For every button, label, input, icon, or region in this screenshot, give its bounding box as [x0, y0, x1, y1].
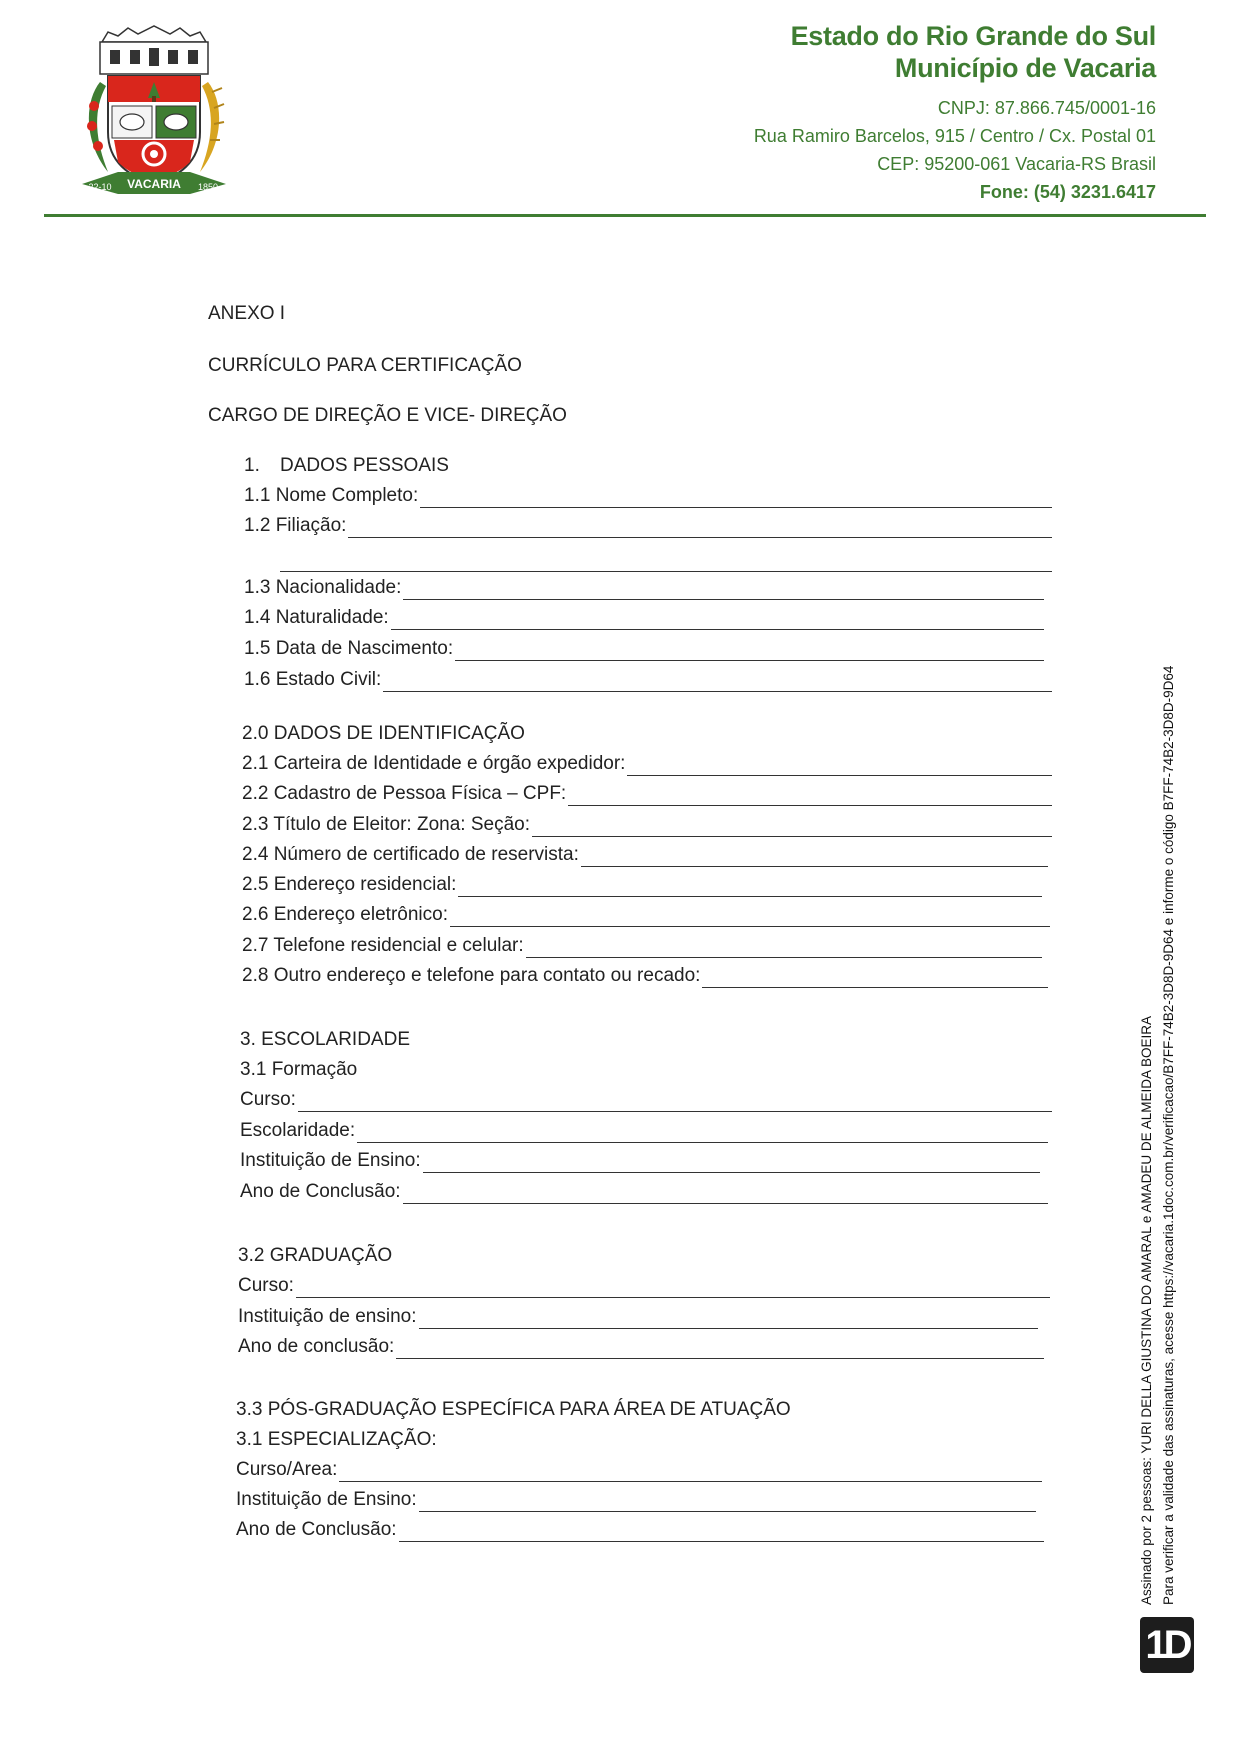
header-divider [44, 214, 1206, 217]
field-label: 2.6 Endereço eletrônico: [242, 904, 448, 925]
field-endereco-eletronico[interactable] [242, 903, 1050, 927]
section2-heading: 2.0 DADOS DE IDENTIFICAÇÃO [242, 723, 525, 744]
field-label: Instituição de Ensino: [240, 1150, 421, 1171]
field-label: 1.5 Data de Nascimento: [244, 638, 454, 659]
section1-heading: DADOS PESSOAIS [280, 455, 449, 476]
1doc-logo-icon: 1D [1140, 1617, 1194, 1673]
fill-line[interactable] [702, 969, 1048, 988]
cep: CEP: 95200-061 Vacaria-RS Brasil [877, 154, 1156, 174]
field-label: Ano de Conclusão: [240, 1181, 401, 1202]
field-label: 2.2 Cadastro de Pessoa Física – CPF: [242, 783, 567, 804]
cnpj: CNPJ: 87.866.745/0001-16 [937, 98, 1156, 118]
fill-line[interactable] [296, 1279, 1050, 1298]
field-label: 1.2 Filiação: [244, 515, 347, 536]
field-label: 1.6 Estado Civil: [244, 669, 382, 690]
fill-line[interactable] [526, 939, 1042, 958]
field-label: 2.8 Outro endereço e telefone para contato ou recado: [242, 965, 701, 986]
field-especializacao-curso[interactable] [236, 1458, 1042, 1482]
field-graduacao-ano[interactable] [238, 1335, 1044, 1359]
state-name: Estado do Rio Grande do Sul [790, 21, 1156, 51]
field-formacao-ano[interactable] [240, 1180, 1048, 1204]
fill-line[interactable] [399, 1523, 1044, 1542]
field-identidade[interactable] [242, 752, 1052, 776]
field-label: 2.3 Título de Eleitor: Zona: Seção: [242, 814, 530, 835]
field-especializacao-ano[interactable] [236, 1518, 1044, 1542]
field-especializacao-instituicao[interactable] [236, 1488, 1036, 1512]
fill-line[interactable] [419, 1310, 1038, 1329]
field-reservista[interactable] [242, 843, 1048, 867]
field-label: 1.3 Nacionalidade: [244, 577, 402, 598]
field-label: Instituição de ensino: [238, 1306, 417, 1327]
field-label: Ano de Conclusão: [236, 1519, 397, 1540]
field-data-nascimento[interactable] [244, 637, 1044, 661]
municipality-name: Município de Vacaria [894, 53, 1156, 83]
field-graduacao-instituicao[interactable] [238, 1305, 1038, 1329]
document-subtitle: CARGO DE DIREÇÃO E VICE- DIREÇÃO [208, 405, 567, 426]
address: Rua Ramiro Barcelos, 915 / Centro / Cx. Postal 01 [753, 126, 1156, 146]
fill-line[interactable] [348, 519, 1052, 538]
fill-line[interactable] [423, 1154, 1040, 1173]
fill-line[interactable] [455, 642, 1044, 661]
field-filiacao[interactable] [244, 514, 1052, 538]
field-graduacao-curso[interactable] [238, 1274, 1050, 1298]
field-nacionalidade[interactable] [244, 576, 1044, 600]
field-label: Curso: [238, 1275, 294, 1296]
fill-line[interactable] [450, 908, 1050, 927]
fill-line[interactable] [391, 611, 1044, 630]
phone: Fone: (54) 3231.6417 [979, 182, 1156, 202]
field-formacao-instituicao[interactable] [240, 1149, 1040, 1173]
letterhead [754, 20, 1156, 206]
field-nome-completo[interactable] [244, 484, 1052, 508]
field-label: 2.7 Telefone residencial e celular: [242, 935, 524, 956]
section1-number: 1. [244, 455, 260, 476]
field-label: Curso: [240, 1089, 296, 1110]
fill-line[interactable] [419, 1493, 1036, 1512]
digital-signature-notice [1136, 585, 1180, 1605]
crest-date-right: 1850 [197, 182, 219, 192]
signature-verification: Para verificar a validade das assinaturas, acesse https://vacaria.1doc.com.br/verificacao/B7FF-74B2-3D8D-9D64 e informe o código B7FF-74B2-3D8D-9D64 [1161, 665, 1176, 1605]
field-telefone[interactable] [242, 934, 1042, 958]
fill-line[interactable] [420, 489, 1052, 508]
document-title: CURRÍCULO PARA CERTIFICAÇÃO [208, 355, 522, 376]
field-label: Escolaridade: [240, 1120, 356, 1141]
fill-line[interactable] [357, 1124, 1048, 1143]
field-label: 1.1 Nome Completo: [244, 485, 419, 506]
crest-date-left: 22-10 [88, 182, 112, 192]
fill-line[interactable] [568, 787, 1052, 806]
section3-3-heading: 3.3 PÓS-GRADUAÇÃO ESPECÍFICA PARA ÁREA DE ATUAÇÃO [236, 1399, 791, 1420]
field-cpf[interactable] [242, 782, 1052, 806]
municipal-coat-of-arms-icon [78, 22, 230, 200]
fill-line[interactable] [383, 673, 1052, 692]
field-label: Curso/Area: [236, 1459, 338, 1480]
field-label: 2.1 Carteira de Identidade e órgão expedidor: [242, 753, 626, 774]
field-naturalidade[interactable] [244, 606, 1044, 630]
section3-1-heading: 3.1 Formação [240, 1059, 358, 1080]
field-label: Ano de conclusão: [238, 1336, 395, 1357]
field-label: Instituição de Ensino: [236, 1489, 417, 1510]
crest-ribbon-text: VACARIA [127, 177, 181, 191]
fill-line[interactable] [532, 818, 1052, 837]
fill-line[interactable] [396, 1340, 1044, 1359]
fill-line[interactable] [581, 848, 1048, 867]
fill-line[interactable] [403, 1185, 1048, 1204]
field-formacao-escolaridade[interactable] [240, 1119, 1048, 1143]
fill-line[interactable] [403, 581, 1044, 600]
fill-line[interactable] [458, 878, 1042, 897]
fill-line[interactable] [298, 1093, 1052, 1112]
fill-line[interactable] [339, 1463, 1042, 1482]
section3-2-heading: 3.2 GRADUAÇÃO [238, 1245, 393, 1266]
field-formacao-curso[interactable] [240, 1088, 1052, 1112]
field-label: 1.4 Naturalidade: [244, 607, 389, 628]
fill-line[interactable] [627, 757, 1052, 776]
field-titulo-eleitor[interactable] [242, 813, 1052, 837]
field-outro-contato[interactable] [242, 964, 1048, 988]
annex-label: ANEXO I [208, 303, 286, 324]
section3-3-1-heading: 3.1 ESPECIALIZAÇÃO: [236, 1429, 437, 1450]
filiacao-second-line[interactable] [280, 571, 1052, 572]
field-estado-civil[interactable] [244, 668, 1052, 692]
field-endereco-residencial[interactable] [242, 873, 1042, 897]
signature-signers: Assinado por 2 pessoas: YURI DELLA GIUSTINA DO AMARAL e AMADEU DE ALMEIDA BOEIRA [1139, 1016, 1154, 1605]
field-label: 2.4 Número de certificado de reservista: [242, 844, 579, 865]
section3-heading: 3. ESCOLARIDADE [240, 1029, 410, 1050]
field-label: 2.5 Endereço residencial: [242, 874, 457, 895]
